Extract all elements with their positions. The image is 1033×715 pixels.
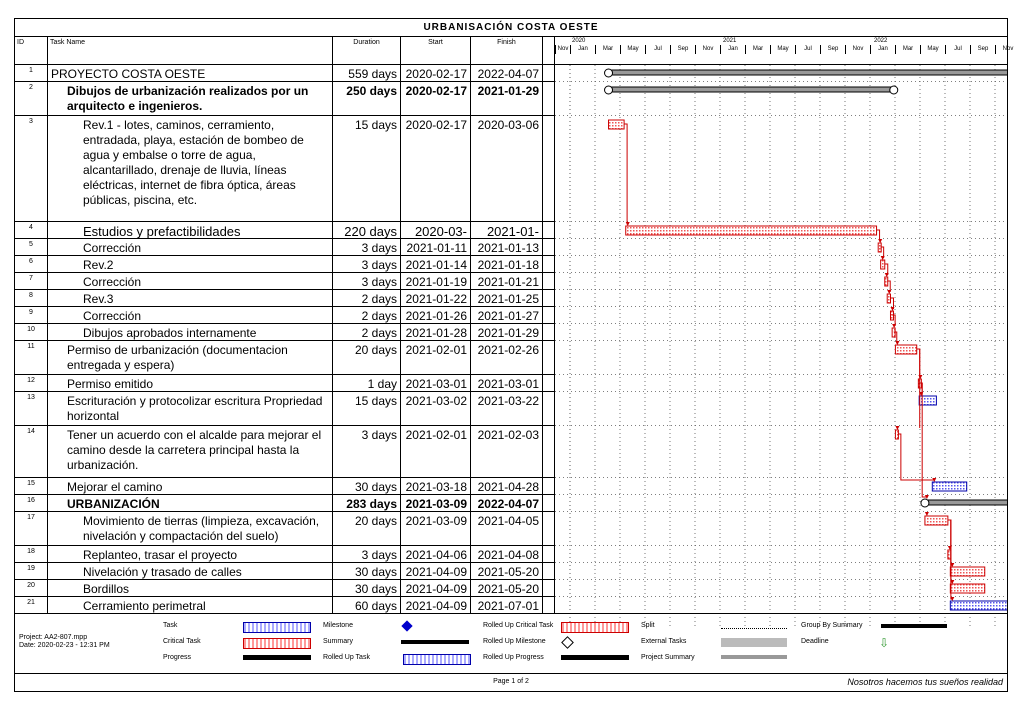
- month-label: Sep: [970, 45, 995, 54]
- month-label: Sep: [670, 45, 695, 54]
- task-name: Corrección: [48, 273, 333, 289]
- legend-critical-swatch: [243, 638, 311, 649]
- table-row[interactable]: [15, 256, 555, 273]
- legend-rolledupprogress-swatch: [561, 655, 629, 660]
- rolled-milestone-diamond-icon: [561, 636, 574, 649]
- summary-bar: [609, 70, 1007, 75]
- task-start: 2021-03-01: [401, 375, 471, 391]
- task-start: 2021-04-09: [401, 580, 471, 596]
- col-id-header: ID: [15, 37, 48, 65]
- task-duration: 3 days: [333, 426, 401, 477]
- task-id: 1: [15, 65, 48, 81]
- task-name: Permiso emitido: [48, 375, 333, 391]
- task-id: 14: [15, 426, 48, 477]
- task-id: 12: [15, 375, 48, 391]
- legend-external-swatch: [721, 638, 787, 647]
- table-row[interactable]: [15, 563, 555, 580]
- row-spacer: [543, 82, 555, 115]
- task-table: [15, 37, 555, 629]
- task-name: PROYECTO COSTA OESTE: [48, 65, 333, 81]
- legend-rolleduptask-label: Rolled Up Task: [323, 654, 370, 661]
- task-duration: 3 days: [333, 256, 401, 272]
- task-name: Cerramiento perimetral: [48, 597, 333, 613]
- task-id: 3: [15, 116, 48, 221]
- task-id: 2: [15, 82, 48, 115]
- month-label: May: [920, 45, 945, 54]
- task-duration: 60 days: [333, 597, 401, 613]
- table-row[interactable]: [15, 273, 555, 290]
- table-row[interactable]: [15, 239, 555, 256]
- month-label: May: [620, 45, 645, 54]
- task-finish: 2021-01-29: [471, 324, 543, 340]
- task-name: Corrección: [48, 239, 333, 255]
- task-id: 21: [15, 597, 48, 613]
- task-name: Dibujos aprobados internamente: [48, 324, 333, 340]
- task-finish: 2021-01-21: [471, 273, 543, 289]
- task-duration: 3 days: [333, 273, 401, 289]
- task-id: 10: [15, 324, 48, 340]
- row-spacer: [543, 307, 555, 323]
- slogan: Nosotros hacemos tus sueños realidad: [847, 677, 1003, 687]
- month-label: Jul: [645, 45, 670, 54]
- row-spacer: [543, 239, 555, 255]
- project-date: Date: 2020-02-23 - 12:31 PM: [19, 642, 110, 649]
- task-id: 20: [15, 580, 48, 596]
- col-finish-header: Finish: [471, 37, 543, 65]
- table-row[interactable]: [15, 116, 555, 222]
- legend-rolledupprogress-label: Rolled Up Progress: [483, 654, 544, 661]
- task-finish: 2021-07-01: [471, 597, 543, 613]
- milestone-diamond-icon: [401, 620, 412, 631]
- legend-deadline-label: Deadline: [801, 638, 829, 645]
- month-label: Mar: [595, 45, 620, 54]
- legend-projectsummary-swatch: [721, 655, 787, 659]
- row-spacer: [543, 495, 555, 511]
- month-label: Jan: [720, 45, 745, 54]
- row-spacer: [543, 290, 555, 306]
- task-name: Estudios y prefactibilidades: [48, 222, 333, 238]
- task-start: 2021-03-02: [401, 392, 471, 425]
- task-bar: [881, 260, 885, 269]
- task-finish: 2020-03-06: [471, 116, 543, 221]
- year-label: 2020: [572, 38, 586, 44]
- legend: [15, 613, 1007, 677]
- summary-end-marker: [890, 86, 898, 94]
- table-row[interactable]: [15, 580, 555, 597]
- task-bar: [932, 482, 966, 491]
- task-finish: 2021-04-28: [471, 478, 543, 494]
- task-start: 2021-03-09: [401, 495, 471, 511]
- legend-rolledupmilestone-label: Rolled Up Milestone: [483, 638, 546, 645]
- row-spacer: [543, 375, 555, 391]
- table-row[interactable]: [15, 65, 555, 82]
- dependency-arrow: [895, 426, 899, 430]
- table-row[interactable]: [15, 82, 555, 116]
- legend-milestone-label: Milestone: [323, 622, 353, 629]
- task-name: URBANIZACIÓN: [48, 495, 333, 511]
- task-name: Rev.2: [48, 256, 333, 272]
- dependency-link: [898, 434, 934, 480]
- legend-split-label: Split: [641, 622, 655, 629]
- task-finish: 2021-02-03: [471, 426, 543, 477]
- row-spacer: [543, 426, 555, 477]
- table-row[interactable]: [15, 392, 555, 426]
- summary-start-marker: [921, 499, 929, 507]
- task-name: Nivelación y trasado de calles: [48, 563, 333, 579]
- task-id: 9: [15, 307, 48, 323]
- task-finish: 2021-04-05: [471, 512, 543, 545]
- col-name-header: Task Name: [48, 37, 333, 65]
- task-finish: 2021-03-01: [471, 375, 543, 391]
- task-id: 15: [15, 478, 48, 494]
- task-id: 17: [15, 512, 48, 545]
- summary-bar: [609, 87, 894, 92]
- task-start: 2020-03-: [401, 222, 471, 238]
- legend-progress-label: Progress: [163, 654, 192, 661]
- task-id: 19: [15, 563, 48, 579]
- year-label: 2022: [874, 38, 888, 44]
- task-duration: 3 days: [333, 546, 401, 562]
- task-finish: 2021-01-27: [471, 307, 543, 323]
- task-finish: 2021-05-20: [471, 580, 543, 596]
- task-duration: 220 days: [333, 222, 401, 238]
- task-bar: [626, 226, 877, 235]
- table-row[interactable]: [15, 324, 555, 341]
- month-label: Nov: [555, 45, 570, 54]
- legend-progress-swatch: [243, 655, 311, 660]
- task-duration: 2 days: [333, 324, 401, 340]
- month-label: Jul: [795, 45, 820, 54]
- task-start: 2021-03-09: [401, 512, 471, 545]
- page-footer: [15, 673, 1007, 691]
- task-name: Movimiento de tierras (limpieza, excavación, nivelación y compactación del suelo): [48, 512, 333, 545]
- task-id: 13: [15, 392, 48, 425]
- task-start: 2021-02-01: [401, 341, 471, 374]
- dependency-arrow: [918, 375, 922, 379]
- month-label: Nov: [695, 45, 720, 54]
- task-start: 2021-04-09: [401, 563, 471, 579]
- task-bar: [609, 120, 625, 129]
- task-name: Replanteo, trasar el proyecto: [48, 546, 333, 562]
- legend-rolledup-swatch: [403, 654, 471, 665]
- page-number: Page 1 of 2: [493, 678, 529, 685]
- task-start: 2021-01-11: [401, 239, 471, 255]
- task-duration: 250 days: [333, 82, 401, 115]
- task-finish: 2021-01-29: [471, 82, 543, 115]
- task-duration: 15 days: [333, 116, 401, 221]
- task-finish: 2021-03-22: [471, 392, 543, 425]
- task-name: Rev.3: [48, 290, 333, 306]
- month-label: Jan: [570, 45, 595, 54]
- table-row[interactable]: [15, 495, 555, 512]
- task-duration: 30 days: [333, 563, 401, 579]
- row-spacer: [543, 222, 555, 238]
- legend-rolledupcritical-label: Rolled Up Critical Task: [483, 622, 554, 629]
- month-label: Nov: [995, 45, 1020, 54]
- task-start: 2020-02-17: [401, 82, 471, 115]
- task-id: 5: [15, 239, 48, 255]
- row-spacer: [543, 256, 555, 272]
- task-start: 2020-02-17: [401, 65, 471, 81]
- table-row[interactable]: [15, 375, 555, 392]
- task-bar: [950, 601, 1007, 610]
- task-name: Dibujos de urbanización realizados por un arquitecto e ingenieros.: [48, 82, 333, 115]
- month-label: May: [770, 45, 795, 54]
- row-spacer: [543, 580, 555, 596]
- row-spacer: [543, 392, 555, 425]
- table-row[interactable]: [15, 478, 555, 495]
- summary-start-marker: [605, 86, 613, 94]
- project-file: Project: AA2-807.mpp: [19, 634, 88, 641]
- task-start: 2021-03-18: [401, 478, 471, 494]
- task-name: Bordillos: [48, 580, 333, 596]
- row-spacer: [543, 273, 555, 289]
- task-duration: 283 days: [333, 495, 401, 511]
- task-id: 11: [15, 341, 48, 374]
- task-finish: 2021-01-: [471, 222, 543, 238]
- task-start: 2021-01-19: [401, 273, 471, 289]
- table-row[interactable]: [15, 426, 555, 478]
- legend-groupby-swatch: [881, 624, 947, 628]
- row-spacer: [543, 478, 555, 494]
- table-row[interactable]: [15, 222, 555, 239]
- col-duration-header: Duration: [333, 37, 401, 65]
- summary-start-marker: [605, 69, 613, 77]
- task-duration: 15 days: [333, 392, 401, 425]
- month-label: Sep: [820, 45, 845, 54]
- page-frame: [14, 18, 1014, 692]
- task-id: 18: [15, 546, 48, 562]
- task-bar: [895, 345, 916, 354]
- task-bar: [887, 294, 890, 303]
- task-start: 2021-01-14: [401, 256, 471, 272]
- gantt-chart: [555, 37, 1014, 629]
- table-row[interactable]: [15, 290, 555, 307]
- month-label: Nov: [845, 45, 870, 54]
- task-start: 2021-01-28: [401, 324, 471, 340]
- task-duration: 20 days: [333, 512, 401, 545]
- task-finish: 2022-04-07: [471, 495, 543, 511]
- month-label: Mar: [895, 45, 920, 54]
- table-row[interactable]: [15, 546, 555, 563]
- month-label: Jan: [870, 45, 895, 54]
- task-start: 2021-01-22: [401, 290, 471, 306]
- row-spacer: [543, 512, 555, 545]
- task-name: Rev.1 - lotes, caminos, cerramiento, entradada, playa, estación de bombeo de agua y embalse o torre de agua, alcantarillado, drenaje de lluvia, líneas eléctricas, internet de fibra óptica, áreas públicas, piscina, etc.: [48, 116, 333, 221]
- task-finish: 2022-04-07: [471, 65, 543, 81]
- task-start: 2021-02-01: [401, 426, 471, 477]
- task-id: 6: [15, 256, 48, 272]
- row-spacer: [543, 324, 555, 340]
- legend-summary-label: Summary: [323, 638, 353, 645]
- task-duration: 2 days: [333, 307, 401, 323]
- task-finish: 2021-02-26: [471, 341, 543, 374]
- gantt-bars: [555, 65, 1007, 629]
- task-bar: [925, 516, 948, 525]
- task-duration: 30 days: [333, 478, 401, 494]
- task-id: 7: [15, 273, 48, 289]
- task-finish: 2021-01-13: [471, 239, 543, 255]
- task-bar: [950, 584, 984, 593]
- task-name: Corrección: [48, 307, 333, 323]
- task-start: 2021-04-09: [401, 597, 471, 613]
- row-spacer: [543, 546, 555, 562]
- page-title: URBANISACIÓN COSTA OESTE: [15, 19, 1007, 37]
- deadline-arrow-icon: ⇩: [879, 636, 890, 650]
- task-duration: 20 days: [333, 341, 401, 374]
- dependency-arrow: [925, 512, 929, 516]
- task-duration: 1 day: [333, 375, 401, 391]
- task-duration: 2 days: [333, 290, 401, 306]
- task-finish: 2021-05-20: [471, 563, 543, 579]
- task-finish: 2021-01-18: [471, 256, 543, 272]
- task-name: Tener un acuerdo con el alcalde para mejorar el camino desde la carretera principal hasta la urbanización.: [48, 426, 333, 477]
- row-spacer: [543, 563, 555, 579]
- table-row[interactable]: [15, 341, 555, 375]
- dependency-arrow: [878, 239, 882, 243]
- task-duration: 3 days: [333, 239, 401, 255]
- row-spacer: [543, 341, 555, 374]
- task-start: 2021-04-06: [401, 546, 471, 562]
- year-label: 2021: [723, 38, 737, 44]
- table-row[interactable]: [15, 307, 555, 324]
- col-spacer-header: [543, 37, 555, 65]
- legend-summary-swatch: [401, 640, 469, 644]
- task-id: 16: [15, 495, 48, 511]
- legend-task-swatch: [243, 622, 311, 633]
- task-id: 8: [15, 290, 48, 306]
- col-start-header: Start: [401, 37, 471, 65]
- table-row[interactable]: [15, 597, 555, 614]
- legend-external-label: External Tasks: [641, 638, 687, 645]
- dependency-link: [624, 124, 628, 224]
- summary-bar: [925, 500, 1007, 505]
- month-label: Jul: [945, 45, 970, 54]
- task-name: Mejorar el camino: [48, 478, 333, 494]
- task-finish: 2021-01-25: [471, 290, 543, 306]
- legend-projectsummary-label: Project Summary: [641, 654, 695, 661]
- legend-groupby-label: Group By Summary: [801, 622, 863, 629]
- task-duration: 559 days: [333, 65, 401, 81]
- task-start: 2021-01-26: [401, 307, 471, 323]
- legend-rolledupcritical-swatch: [561, 622, 629, 633]
- task-finish: 2021-04-08: [471, 546, 543, 562]
- dependency-arrow: [895, 341, 899, 345]
- legend-task-label: Task: [163, 622, 178, 629]
- task-bar: [950, 567, 984, 576]
- dependency-arrow: [626, 222, 630, 226]
- task-name: Permiso de urbanización (documentacion entregada y espera): [48, 341, 333, 374]
- row-spacer: [543, 597, 555, 613]
- row-spacer: [543, 65, 555, 81]
- task-duration: 30 days: [333, 580, 401, 596]
- month-label: Mar: [745, 45, 770, 54]
- legend-split-swatch: [721, 628, 787, 629]
- legend-critical-label: Critical Task: [163, 638, 201, 645]
- task-name: Escrituración y protocolizar escritura Propriedad horizontal: [48, 392, 333, 425]
- task-id: 4: [15, 222, 48, 238]
- row-spacer: [543, 116, 555, 221]
- table-row[interactable]: [15, 512, 555, 546]
- task-start: 2020-02-17: [401, 116, 471, 221]
- timescale-header: [555, 37, 1014, 65]
